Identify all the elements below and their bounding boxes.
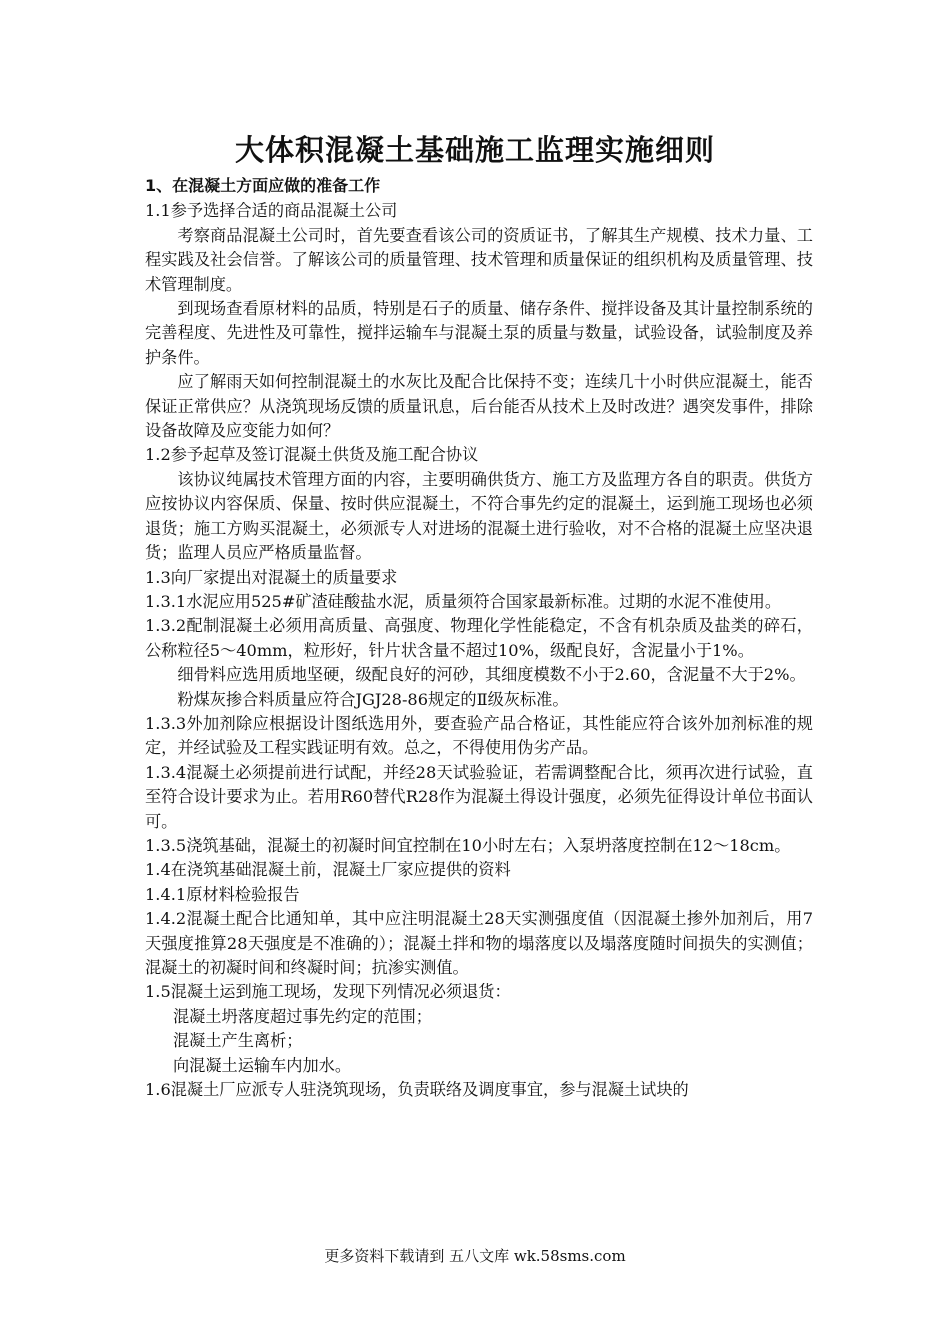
clause: 1.3.5浇筑基础，混凝土的初凝时间宜控制在10小时左右；入泵坍落度控制在12～18cm。 <box>145 835 791 855</box>
subsection-heading: 1.4在浇筑基础混凝土前，混凝土厂家应提供的资料 <box>145 860 511 880</box>
paragraph: 到现场查看原材料的品质，特别是石子的质量、储存条件、搅拌设备及其计量控制系统的完善程度、先进性及可靠性，搅拌运输车与混凝土泵的质量与数量，试验设备，试验制度及养护条件。 <box>145 299 813 367</box>
list-item: 向混凝土运输车内加水。 <box>173 1055 352 1075</box>
clause: 1.4.1原材料检验报告 <box>145 884 300 904</box>
subsection-heading: 1.3向厂家提出对混凝土的质量要求 <box>145 567 398 587</box>
section-heading: 1、在混凝土方面应做的准备工作 <box>145 176 381 195</box>
clause: 1.3.4混凝土必须提前进行试配，并经28天试验验证，若需调整配合比，须再次进行试验，直至符合设计要求为止。若用R60替代R28作为混凝土得设计强度，必须先征得设计单位书面认可。 <box>145 762 813 831</box>
subsection-heading: 1.1参予选择合适的商品混凝土公司 <box>145 201 398 221</box>
document-body <box>145 174 813 1102</box>
footer-link[interactable]: 更多资料下载请到 五八文库 wk.58sms.com <box>324 1247 626 1265</box>
subsection-heading: 1.6混凝土厂应派专人驻浇筑现场，负责联络及调度事宜，参与混凝土试块的 <box>145 1080 689 1100</box>
subsection-heading: 1.2参予起草及签订混凝土供货及施工配合协议 <box>145 445 479 465</box>
list-item: 混凝土坍落度超过事先约定的范围； <box>173 1006 432 1026</box>
paragraph: 粉煤灰掺合料质量应符合JGJ28-86规定的Ⅱ级灰标准。 <box>177 689 569 709</box>
paragraph: 该协议纯属技术管理方面的内容，主要明确供货方、施工方及监理方各自的职责。供货方应按协议内容保质、保量、按时供应混凝土，不符合事先约定的混凝土，运到施工现场也必须退货；施工方购买混凝土，必须派专人对进场的混凝土进行验收，对不合格的混凝土应坚决退货；监理人员应严格质量监督。 <box>145 469 813 563</box>
list-item: 混凝土产生离析； <box>173 1031 303 1051</box>
clause: 1.3.1水泥应用525#矿渣硅酸盐水泥，质量须符合国家最新标准。过期的水泥不准使用。 <box>145 591 782 611</box>
paragraph: 应了解雨天如何控制混凝土的水灰比及配合比保持不变；连续几十小时供应混凝土，能否保证正常供应？从浇筑现场反馈的质量讯息，后台能否从技术上及时改进？遇突发事件，排除设备故障及应变能力如何？ <box>145 372 813 441</box>
subsection-heading: 1.5混凝土运到施工现场，发现下列情况必须退货： <box>145 982 511 1002</box>
clause: 1.4.2混凝土配合比通知单，其中应注明混凝土28天实测强度值（因混凝土掺外加剂后，用7天强度推算28天强度是不准确的）；混凝土拌和物的塌落度以及塌落度随时间损失的实测值；混凝土的初凝时间和终凝时间；抗渗实测值。 <box>145 909 813 977</box>
paragraph: 考察商品混凝土公司时，首先要查看该公司的资质证书，了解其生产规模、技术力量、工程实践及社会信誉。了解该公司的质量管理、技术管理和质量保证的组织机构及质量管理、技术管理制度。 <box>145 225 813 294</box>
paragraph: 细骨料应选用质地坚硬，级配良好的河砂，其细度模数不小于2.60，含泥量不大于2%。 <box>177 665 806 685</box>
clause: 1.3.3外加剂除应根据设计图纸选用外，要查验产品合格证，其性能应符合该外加剂标准的规定，并经试验及工程实践证明有效。总之，不得使用伪劣产品。 <box>145 713 813 758</box>
clause: 1.3.2配制混凝土必须用高质量、高强度、物理化学性能稳定，不含有机杂质及盐类的碎石，公称粒径5～40mm，粒形好，针片状含量不超过10%，级配良好，含泥量小于1%。 <box>145 616 813 660</box>
document-title: 大体积混凝土基础施工监理实施细则 <box>234 133 715 167</box>
